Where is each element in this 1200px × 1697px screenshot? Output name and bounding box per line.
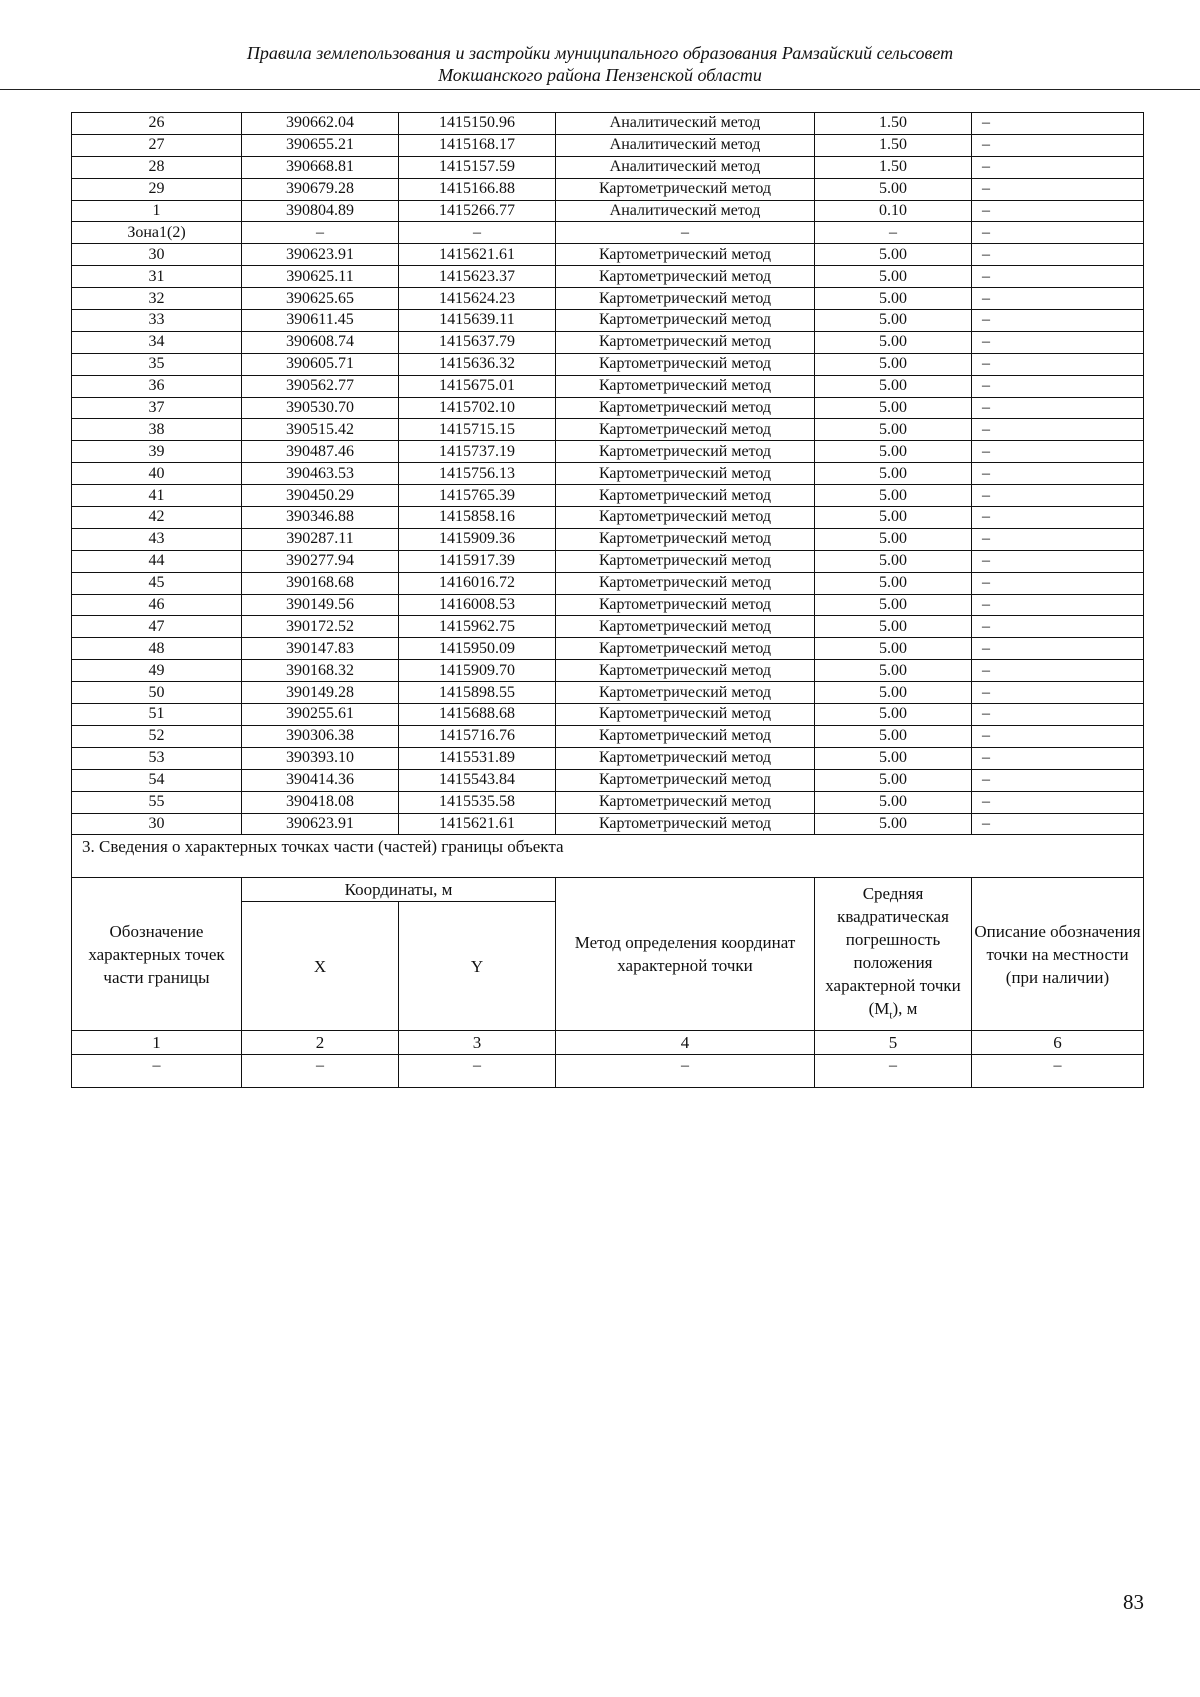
table-cell: 390277.94 [242,550,399,572]
table-cell: 5.00 [815,660,972,682]
table-cell: 5.00 [815,397,972,419]
table-cell: 1415858.16 [399,507,556,529]
table-cell: 1415621.61 [399,813,556,835]
table-cell: 390679.28 [242,178,399,200]
table-cell: 34 [72,331,242,353]
col-x-header: X [242,902,399,1031]
table-cell: 1415756.13 [399,463,556,485]
table-cell: 36 [72,375,242,397]
col-point-header: Обозначение характерных точек части границы [72,878,242,1031]
table-row [72,791,1144,813]
table-cell: 5.00 [815,266,972,288]
table-cell: 47 [72,616,242,638]
table-cell: Картометрический метод [556,660,815,682]
table-cell: 5.00 [815,725,972,747]
table-cell: 390450.29 [242,485,399,507]
table-cell: 1415543.84 [399,769,556,791]
table-cell: Картометрический метод [556,331,815,353]
table-cell: Картометрический метод [556,441,815,463]
table-cell: – [972,507,1144,529]
table-cell: – [972,572,1144,594]
table-cell: 1415266.77 [399,200,556,222]
table-cell: 1415715.15 [399,419,556,441]
table-cell: 1.50 [815,134,972,156]
table-cell: Картометрический метод [556,463,815,485]
table-cell: 30 [72,813,242,835]
table-cell: 48 [72,638,242,660]
table-row [72,528,1144,550]
table-cell: Картометрический метод [556,288,815,310]
col-error-header: Средняя квадратическая погрешность положения характерной точки $(M_t)$, м [815,878,972,1031]
table-cell: 390255.61 [242,704,399,726]
table-cell: 46 [72,594,242,616]
table-row [72,616,1144,638]
table-row [72,113,1144,135]
col-description-header: Описание обозначения точки на местности (при наличии) [972,878,1144,1031]
table-cell: – [242,222,399,244]
table-cell: 44 [72,550,242,572]
table-cell: Картометрический метод [556,638,815,660]
table-row [72,704,1144,726]
table-cell: – [972,156,1144,178]
table-cell: – [972,353,1144,375]
table-cell: – [972,397,1144,419]
table-cell: 5.00 [815,682,972,704]
empty-cell: – [972,1055,1144,1088]
table-cell: 5.00 [815,769,972,791]
table-cell: 5.00 [815,485,972,507]
table-cell: – [399,222,556,244]
table-cell: 390562.77 [242,375,399,397]
table-cell: Картометрический метод [556,244,815,266]
table-cell: 1 [72,200,242,222]
table-cell: – [972,244,1144,266]
header-line-1: Правила землепользования и застройки муниципального образования Рамзайский сельсовет [246,43,954,63]
table-cell: 390623.91 [242,244,399,266]
table-cell: 1416016.72 [399,572,556,594]
table-cell: 5.00 [815,594,972,616]
table-row [72,550,1144,572]
table-cell: 39 [72,441,242,463]
table-cell: 1415702.10 [399,397,556,419]
table-row [72,156,1144,178]
table-cell: Картометрический метод [556,791,815,813]
table-cell: – [972,288,1144,310]
table-cell: 1416008.53 [399,594,556,616]
table-cell: 28 [72,156,242,178]
empty-cell: – [399,1055,556,1088]
table-row [72,594,1144,616]
table-cell: Картометрический метод [556,310,815,332]
table-cell: 5.00 [815,813,972,835]
table-cell: 5.00 [815,507,972,529]
table-cell: – [972,616,1144,638]
table-cell: 29 [72,178,242,200]
table-cell: Картометрический метод [556,813,815,835]
table-row [72,682,1144,704]
table-cell: – [556,222,815,244]
table-cell: 30 [72,244,242,266]
table-row [72,266,1144,288]
header-line-2: Мокшанского района Пензенской области [438,65,762,85]
table-row [72,178,1144,200]
table-row [72,397,1144,419]
table-cell: Картометрический метод [556,747,815,769]
table-cell: – [972,704,1144,726]
table-cell: 5.00 [815,704,972,726]
table-cell: Картометрический метод [556,507,815,529]
table-cell: 1415150.96 [399,113,556,135]
table-cell: 1415623.37 [399,266,556,288]
table-cell: 5.00 [815,375,972,397]
table-row [72,572,1144,594]
table-cell: – [972,682,1144,704]
table-cell: Картометрический метод [556,550,815,572]
table-row [72,485,1144,507]
table-cell: 5.00 [815,310,972,332]
section-3-title: 3. Сведения о характерных точках части (частей) границы объекта [72,835,1144,878]
table-cell: 390662.04 [242,113,399,135]
table-cell: – [972,375,1144,397]
table-cell: Картометрический метод [556,682,815,704]
table-cell: 1415716.76 [399,725,556,747]
table-cell: 43 [72,528,242,550]
table-cell: 1415637.79 [399,331,556,353]
empty-cell: – [815,1055,972,1088]
table-cell: 1415675.01 [399,375,556,397]
table-cell: 1415909.70 [399,660,556,682]
empty-cell: – [242,1055,399,1088]
table-cell: – [972,310,1144,332]
page-number: 83 [1123,1590,1144,1614]
table-cell: Картометрический метод [556,769,815,791]
col-coords-header: Координаты, м [242,878,556,902]
table-cell: 38 [72,419,242,441]
table-cell: 50 [72,682,242,704]
table-row [72,310,1144,332]
table-row [72,507,1144,529]
table-cell: 1415639.11 [399,310,556,332]
table-cell: – [972,747,1144,769]
table-cell: Картометрический метод [556,375,815,397]
table-cell: 5.00 [815,572,972,594]
table-cell: Картометрический метод [556,397,815,419]
table-cell: 390655.21 [242,134,399,156]
table-cell: 390149.28 [242,682,399,704]
table-cell: 390149.56 [242,594,399,616]
col-number: 3 [399,1031,556,1055]
table-cell: 1415898.55 [399,682,556,704]
table-cell: 37 [72,397,242,419]
table-cell: Аналитический метод [556,134,815,156]
table-cell: 49 [72,660,242,682]
table-cell: 390168.32 [242,660,399,682]
table-row [72,813,1144,835]
table-cell: Картометрический метод [556,178,815,200]
empty-cell: – [556,1055,815,1088]
table-row [72,222,1144,244]
table-cell: Картометрический метод [556,594,815,616]
table-cell: 1415917.39 [399,550,556,572]
table-cell: – [972,113,1144,135]
table-row [72,200,1144,222]
table-cell: 52 [72,725,242,747]
table-row [72,660,1144,682]
table-cell: Картометрический метод [556,419,815,441]
table-row [72,747,1144,769]
table-cell: 390625.11 [242,266,399,288]
table-cell: 51 [72,704,242,726]
table-cell: 33 [72,310,242,332]
table-cell: 5.00 [815,463,972,485]
table-cell: 5.00 [815,791,972,813]
table-cell: 1415621.61 [399,244,556,266]
table-cell: 5.00 [815,747,972,769]
table-cell: – [972,813,1144,835]
table-cell: 1.50 [815,113,972,135]
table-row [72,725,1144,747]
table-cell: Картометрический метод [556,485,815,507]
table-cell: 1415168.17 [399,134,556,156]
table-cell: 390172.52 [242,616,399,638]
table-row [72,769,1144,791]
table-cell: 390306.38 [242,725,399,747]
table-cell: 1415765.39 [399,485,556,507]
col-number: 1 [72,1031,242,1055]
table-cell: 5.00 [815,419,972,441]
table-cell: – [972,200,1144,222]
table-row [72,419,1144,441]
table-cell: 1415909.36 [399,528,556,550]
table-cell: Зона1(2) [72,222,242,244]
table-cell: 35 [72,353,242,375]
table-cell: – [972,725,1144,747]
table-cell: – [972,594,1144,616]
table-cell: 5.00 [815,441,972,463]
table-row [72,463,1144,485]
table-cell: 1415950.09 [399,638,556,660]
table-cell: 1415166.88 [399,178,556,200]
table-row [72,134,1144,156]
table-cell: 390530.70 [242,397,399,419]
table-cell: 1415157.59 [399,156,556,178]
table-row [72,638,1144,660]
table-cell: 390287.11 [242,528,399,550]
table-cell: 390418.08 [242,791,399,813]
table-cell: – [972,550,1144,572]
col-number: 5 [815,1031,972,1055]
table-cell: 390414.36 [242,769,399,791]
table-cell: 5.00 [815,331,972,353]
table-cell: Картометрический метод [556,616,815,638]
table-cell: 390168.68 [242,572,399,594]
table-cell: 1415962.75 [399,616,556,638]
table-cell: 5.00 [815,288,972,310]
table-cell: 5.00 [815,638,972,660]
table-cell: 390608.74 [242,331,399,353]
table-row [72,441,1144,463]
table-cell: 1415737.19 [399,441,556,463]
table-cell: 41 [72,485,242,507]
table-cell: – [972,222,1144,244]
col-number: 2 [242,1031,399,1055]
table-row [72,331,1144,353]
table-cell: 42 [72,507,242,529]
coordinates-table [71,112,1144,1088]
table-cell: – [972,660,1144,682]
table-cell: – [972,638,1144,660]
page-header [0,42,1200,86]
table-cell: 5.00 [815,528,972,550]
table-cell: 1415624.23 [399,288,556,310]
col-number: 4 [556,1031,815,1055]
table-cell: – [972,463,1144,485]
col-y-header: Y [399,902,556,1031]
table-cell: – [972,441,1144,463]
table-cell: 5.00 [815,244,972,266]
table-cell: 5.00 [815,550,972,572]
table-cell: – [972,791,1144,813]
table-cell: 390515.42 [242,419,399,441]
table-cell: Аналитический метод [556,156,815,178]
table-cell: 390346.88 [242,507,399,529]
table-cell: 1415636.32 [399,353,556,375]
table-cell: – [815,222,972,244]
table-cell: Картометрический метод [556,353,815,375]
table-cell: – [972,331,1144,353]
col-method-header: Метод определения координат характерной точки [556,878,815,1031]
table-cell: 5.00 [815,178,972,200]
table-cell: Картометрический метод [556,528,815,550]
table-cell: 390605.71 [242,353,399,375]
table-cell: Картометрический метод [556,704,815,726]
table-cell: 390804.89 [242,200,399,222]
table-cell: – [972,419,1144,441]
table-cell: 390147.83 [242,638,399,660]
table-cell: – [972,178,1144,200]
table-cell: 53 [72,747,242,769]
table-cell: Картометрический метод [556,266,815,288]
table-cell: 5.00 [815,353,972,375]
table-cell: 5.00 [815,616,972,638]
table-cell: – [972,485,1144,507]
table-cell: 390625.65 [242,288,399,310]
section-3 [72,835,1144,1088]
table-cell: 1415535.58 [399,791,556,813]
table-cell: 0.10 [815,200,972,222]
table-row [72,288,1144,310]
table-cell: 390487.46 [242,441,399,463]
coordinates-rows [72,113,1144,835]
table-cell: 1415531.89 [399,747,556,769]
table-cell: Аналитический метод [556,113,815,135]
empty-cell: – [72,1055,242,1088]
table-cell: 1.50 [815,156,972,178]
table-cell: 31 [72,266,242,288]
table-cell: 54 [72,769,242,791]
table-cell: 32 [72,288,242,310]
table-cell: – [972,134,1144,156]
table-cell: 45 [72,572,242,594]
table-cell: 40 [72,463,242,485]
table-cell: 390623.91 [242,813,399,835]
table-cell: 26 [72,113,242,135]
table-cell: Картометрический метод [556,572,815,594]
table-cell: 55 [72,791,242,813]
table-cell: Аналитический метод [556,200,815,222]
table-row [72,244,1144,266]
table-row [72,353,1144,375]
table-cell: – [972,266,1144,288]
table-cell: 390611.45 [242,310,399,332]
table-cell: – [972,769,1144,791]
table-row [72,375,1144,397]
table-cell: 27 [72,134,242,156]
col-number: 6 [972,1031,1144,1055]
table-cell: – [972,528,1144,550]
table-cell: Картометрический метод [556,725,815,747]
table-cell: 1415688.68 [399,704,556,726]
table-cell: 390463.53 [242,463,399,485]
table-cell: 390668.81 [242,156,399,178]
table-cell: 390393.10 [242,747,399,769]
header-divider [0,89,1200,90]
